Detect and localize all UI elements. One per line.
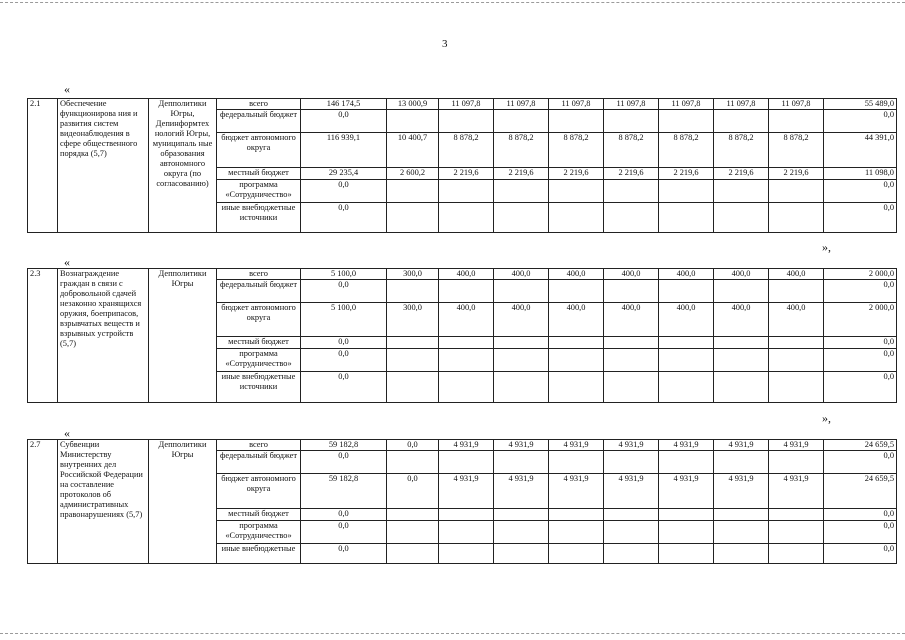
total-cell: 2 000,0	[824, 269, 897, 280]
amount-cell: 0,0	[301, 349, 387, 372]
funding-source: федеральный бюджет	[217, 280, 301, 303]
amount-cell	[439, 180, 494, 203]
funding-source: федеральный бюджет	[217, 451, 301, 474]
amount-cell: 400,0	[604, 269, 659, 280]
amount-cell	[714, 509, 769, 521]
amount-cell: 400,0	[714, 269, 769, 280]
amount-cell	[659, 180, 714, 203]
amount-cell	[659, 451, 714, 474]
amount-cell: 400,0	[494, 269, 549, 280]
amount-cell	[549, 203, 604, 233]
amount-cell	[714, 110, 769, 133]
program-table	[27, 98, 897, 233]
table-row	[28, 269, 897, 280]
amount-cell	[439, 544, 494, 564]
amount-cell	[604, 349, 659, 372]
funding-source: иные внебюджетные источники	[217, 372, 301, 403]
amount-cell	[387, 372, 439, 403]
total-cell: 0,0	[824, 349, 897, 372]
amount-cell: 400,0	[549, 269, 604, 280]
amount-cell	[387, 203, 439, 233]
funding-source: бюджет автономного округа	[217, 303, 301, 337]
total-cell: 55 489,0	[824, 99, 897, 110]
amount-cell	[494, 372, 549, 403]
amount-cell: 4 931,9	[439, 440, 494, 451]
amount-cell	[549, 337, 604, 349]
amount-cell	[769, 349, 824, 372]
amount-cell	[494, 337, 549, 349]
total-cell: 0,0	[824, 203, 897, 233]
total-cell: 2 000,0	[824, 303, 897, 337]
amount-cell: 0,0	[301, 521, 387, 544]
program-table	[27, 268, 897, 403]
amount-cell	[604, 521, 659, 544]
total-cell: 0,0	[824, 180, 897, 203]
amount-cell: 8 878,2	[769, 133, 824, 168]
amount-cell: 2 600,2	[387, 168, 439, 180]
amount-cell: 400,0	[659, 303, 714, 337]
amount-cell	[439, 372, 494, 403]
amount-cell: 2 219,6	[439, 168, 494, 180]
amount-cell: 4 931,9	[769, 440, 824, 451]
total-cell: 11 098,0	[824, 168, 897, 180]
funding-source: всего	[217, 99, 301, 110]
amount-cell	[769, 337, 824, 349]
amount-cell: 4 931,9	[494, 474, 549, 509]
amount-cell: 400,0	[439, 303, 494, 337]
amount-cell: 10 400,7	[387, 133, 439, 168]
amount-cell	[439, 509, 494, 521]
amount-cell: 116 939,1	[301, 133, 387, 168]
amount-cell: 4 931,9	[549, 440, 604, 451]
amount-cell	[494, 521, 549, 544]
amount-cell: 11 097,8	[714, 99, 769, 110]
amount-cell	[494, 180, 549, 203]
amount-cell: 400,0	[769, 303, 824, 337]
amount-cell	[494, 509, 549, 521]
amount-cell	[714, 544, 769, 564]
amount-cell: 8 878,2	[714, 133, 769, 168]
total-cell: 0,0	[824, 451, 897, 474]
total-cell: 0,0	[824, 110, 897, 133]
amount-cell	[387, 451, 439, 474]
amount-cell: 11 097,8	[659, 99, 714, 110]
amount-cell: 2 219,6	[604, 168, 659, 180]
amount-cell	[659, 280, 714, 303]
total-cell: 0,0	[824, 544, 897, 564]
page-number: 3	[442, 38, 448, 50]
funding-source: иные внебюджетные источники	[217, 203, 301, 233]
amount-cell: 0,0	[387, 440, 439, 451]
total-cell: 24 659,5	[824, 440, 897, 451]
table-row	[28, 440, 897, 451]
responsible-executor: Депполитики Югры	[149, 440, 217, 564]
amount-cell	[659, 521, 714, 544]
amount-cell	[714, 521, 769, 544]
amount-cell	[387, 180, 439, 203]
amount-cell	[769, 203, 824, 233]
amount-cell: 2 219,6	[714, 168, 769, 180]
amount-cell	[549, 372, 604, 403]
amount-cell	[659, 203, 714, 233]
amount-cell: 4 931,9	[494, 440, 549, 451]
amount-cell	[387, 110, 439, 133]
amount-cell: 400,0	[769, 269, 824, 280]
amount-cell	[714, 280, 769, 303]
measure-name: Субвенции Министерству внутренних дел Российской Федерации на составление протоколов об административных правонарушениях (5,7)	[58, 440, 149, 564]
amount-cell: 11 097,8	[439, 99, 494, 110]
amount-cell: 0,0	[301, 544, 387, 564]
amount-cell: 13 000,9	[387, 99, 439, 110]
amount-cell	[714, 372, 769, 403]
open-quote: «	[64, 255, 70, 269]
table-row	[28, 99, 897, 110]
amount-cell	[439, 337, 494, 349]
amount-cell: 2 219,6	[494, 168, 549, 180]
amount-cell	[714, 203, 769, 233]
amount-cell	[439, 451, 494, 474]
total-cell: 0,0	[824, 509, 897, 521]
scan-edge-top	[0, 2, 905, 3]
amount-cell	[604, 180, 659, 203]
funding-source: местный бюджет	[217, 337, 301, 349]
amount-cell: 4 931,9	[439, 474, 494, 509]
amount-cell: 4 931,9	[769, 474, 824, 509]
amount-cell: 5 100,0	[301, 303, 387, 337]
amount-cell	[387, 337, 439, 349]
amount-cell: 4 931,9	[604, 440, 659, 451]
amount-cell	[714, 337, 769, 349]
amount-cell	[659, 349, 714, 372]
program-table	[27, 439, 897, 564]
amount-cell	[439, 110, 494, 133]
amount-cell	[604, 544, 659, 564]
amount-cell: 4 931,9	[659, 474, 714, 509]
amount-cell	[387, 349, 439, 372]
amount-cell: 59 182,8	[301, 474, 387, 509]
amount-cell	[494, 203, 549, 233]
amount-cell	[769, 372, 824, 403]
open-quote: «	[64, 82, 70, 96]
amount-cell: 11 097,8	[494, 99, 549, 110]
total-cell: 44 391,0	[824, 133, 897, 168]
amount-cell: 400,0	[604, 303, 659, 337]
amount-cell	[549, 509, 604, 521]
amount-cell	[769, 280, 824, 303]
amount-cell	[387, 280, 439, 303]
amount-cell: 0,0	[301, 337, 387, 349]
amount-cell	[659, 372, 714, 403]
amount-cell	[604, 337, 659, 349]
close-quote: »,	[822, 411, 831, 425]
amount-cell	[604, 451, 659, 474]
amount-cell	[549, 349, 604, 372]
amount-cell: 8 878,2	[494, 133, 549, 168]
amount-cell: 300,0	[387, 303, 439, 337]
amount-cell: 8 878,2	[659, 133, 714, 168]
amount-cell	[439, 280, 494, 303]
amount-cell	[549, 180, 604, 203]
funding-source: программа «Сотрудничество»	[217, 349, 301, 372]
measure-number: 2.3	[28, 269, 58, 403]
amount-cell: 59 182,8	[301, 440, 387, 451]
funding-source: федеральный бюджет	[217, 110, 301, 133]
amount-cell: 400,0	[494, 303, 549, 337]
funding-source: местный бюджет	[217, 509, 301, 521]
amount-cell	[604, 203, 659, 233]
amount-cell	[604, 509, 659, 521]
total-cell: 0,0	[824, 372, 897, 403]
amount-cell	[769, 110, 824, 133]
amount-cell: 0,0	[301, 180, 387, 203]
amount-cell: 0,0	[301, 203, 387, 233]
amount-cell: 8 878,2	[604, 133, 659, 168]
amount-cell: 0,0	[387, 474, 439, 509]
amount-cell	[604, 110, 659, 133]
funding-source: бюджет автономного округа	[217, 474, 301, 509]
amount-cell	[439, 203, 494, 233]
amount-cell	[494, 349, 549, 372]
amount-cell: 11 097,8	[549, 99, 604, 110]
amount-cell: 2 219,6	[549, 168, 604, 180]
amount-cell	[659, 337, 714, 349]
amount-cell	[494, 280, 549, 303]
amount-cell	[494, 451, 549, 474]
amount-cell	[769, 509, 824, 521]
measure-number: 2.1	[28, 99, 58, 233]
scan-edge-bottom	[0, 633, 905, 634]
amount-cell	[769, 521, 824, 544]
total-cell: 0,0	[824, 280, 897, 303]
amount-cell	[769, 180, 824, 203]
amount-cell	[387, 544, 439, 564]
amount-cell: 8 878,2	[439, 133, 494, 168]
amount-cell	[659, 110, 714, 133]
amount-cell: 300,0	[387, 269, 439, 280]
amount-cell: 4 931,9	[714, 440, 769, 451]
amount-cell: 11 097,8	[769, 99, 824, 110]
funding-source: иные внебюджетные	[217, 544, 301, 564]
responsible-executor: Депполитики Югры, Депинформтех нологий Югры, муниципаль ные образования автономного округа (по согласованию)	[149, 99, 217, 233]
measure-number: 2.7	[28, 440, 58, 564]
funding-source: местный бюджет	[217, 168, 301, 180]
measure-name: Вознаграждение граждан в связи с добровольной сдачей незаконно хранящихся оружия, боеприпасов, взрывчатых веществ и взрывных устройств (5,7)	[58, 269, 149, 403]
total-cell: 0,0	[824, 521, 897, 544]
funding-source: всего	[217, 269, 301, 280]
amount-cell	[714, 349, 769, 372]
amount-cell: 400,0	[549, 303, 604, 337]
amount-cell: 0,0	[301, 451, 387, 474]
amount-cell	[549, 110, 604, 133]
amount-cell	[549, 451, 604, 474]
amount-cell	[439, 521, 494, 544]
amount-cell	[714, 451, 769, 474]
amount-cell	[549, 280, 604, 303]
amount-cell	[769, 451, 824, 474]
funding-source: программа «Сотрудничество»	[217, 521, 301, 544]
open-quote: «	[64, 426, 70, 440]
amount-cell: 29 235,4	[301, 168, 387, 180]
amount-cell: 0,0	[301, 372, 387, 403]
amount-cell: 11 097,8	[604, 99, 659, 110]
amount-cell: 2 219,6	[769, 168, 824, 180]
amount-cell: 400,0	[659, 269, 714, 280]
amount-cell: 146 174,5	[301, 99, 387, 110]
amount-cell	[494, 544, 549, 564]
amount-cell: 0,0	[301, 280, 387, 303]
amount-cell: 4 931,9	[714, 474, 769, 509]
amount-cell: 8 878,2	[549, 133, 604, 168]
amount-cell	[659, 544, 714, 564]
amount-cell: 4 931,9	[604, 474, 659, 509]
funding-source: бюджет автономного округа	[217, 133, 301, 168]
amount-cell	[494, 110, 549, 133]
measure-name: Обеспечение функционирова ния и развития систем видеонаблюдения в сфере общественного порядка (5,7)	[58, 99, 149, 233]
amount-cell	[439, 349, 494, 372]
total-cell: 24 659,5	[824, 474, 897, 509]
amount-cell	[604, 372, 659, 403]
amount-cell: 0,0	[301, 110, 387, 133]
amount-cell: 5 100,0	[301, 269, 387, 280]
amount-cell	[659, 509, 714, 521]
amount-cell	[549, 521, 604, 544]
amount-cell: 400,0	[439, 269, 494, 280]
amount-cell	[549, 544, 604, 564]
amount-cell	[387, 521, 439, 544]
amount-cell	[714, 180, 769, 203]
amount-cell: 400,0	[714, 303, 769, 337]
close-quote: »,	[822, 240, 831, 254]
amount-cell: 0,0	[301, 509, 387, 521]
funding-source: всего	[217, 440, 301, 451]
amount-cell	[387, 509, 439, 521]
amount-cell: 2 219,6	[659, 168, 714, 180]
amount-cell	[604, 280, 659, 303]
amount-cell: 4 931,9	[659, 440, 714, 451]
amount-cell: 4 931,9	[549, 474, 604, 509]
total-cell: 0,0	[824, 337, 897, 349]
funding-source: программа «Сотрудничество»	[217, 180, 301, 203]
responsible-executor: Депполитики Югры	[149, 269, 217, 403]
amount-cell	[769, 544, 824, 564]
